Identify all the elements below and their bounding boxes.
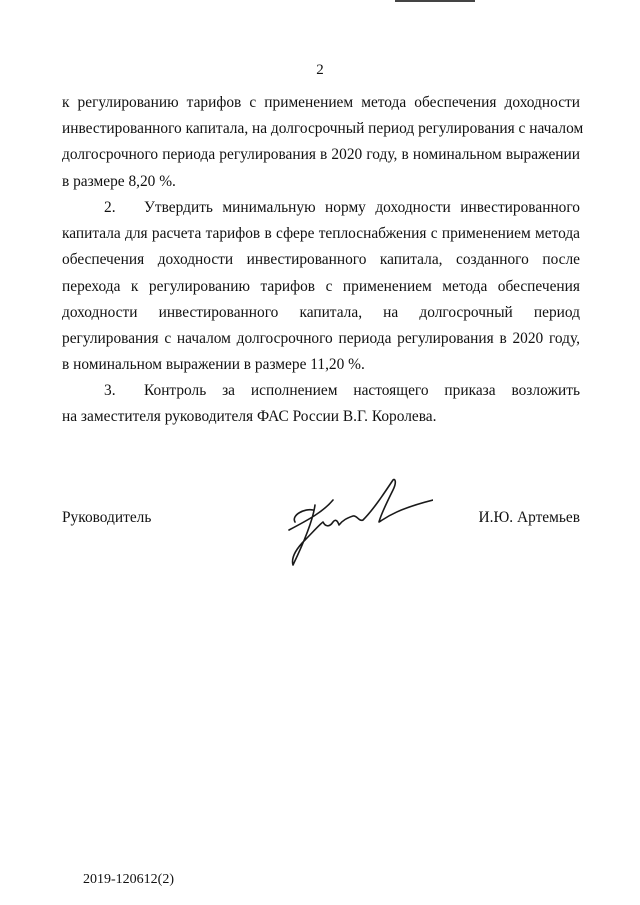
page-number: 2 (316, 62, 324, 78)
paragraph-2-line: регулирования с началом долгосрочного периода регулирования в 2020 году, (62, 330, 580, 348)
paragraph-2 (62, 195, 580, 378)
paragraph-3-line: на заместителя руководителя ФАС России В.Г. Королева. (62, 408, 437, 426)
paragraph-1-line: инвестированного капитала, на долгосрочный период регулирования с началом (62, 120, 584, 138)
paragraph-1 (62, 90, 584, 195)
document-id: 2019-120612(2) (83, 872, 174, 887)
paragraph-3 (62, 378, 580, 430)
paragraph-2-line: Утвердить минимальную норму доходности инвестированного (144, 199, 580, 216)
paragraph-2-line: капитала для расчета тарифов в сфере теплоснабжения с применением метода (62, 225, 580, 243)
paragraph-2-line: обеспечения доходности инвестированного капитала, созданного после (62, 251, 580, 269)
paragraph-1-line: к регулированию тарифов с применением метода обеспечения доходности (62, 94, 580, 111)
paragraph-2-line: перехода к регулированию тарифов с применением метода обеспечения (62, 277, 580, 295)
handwritten-signature (283, 470, 433, 570)
scan-edge-mark (395, 0, 475, 2)
paragraph-3-first-line (62, 378, 580, 404)
paragraph-3-number: 3. (104, 382, 116, 399)
signatory-title: Руководитель (62, 509, 152, 526)
paragraph-2-number: 2. (104, 199, 116, 216)
paragraph-1-line: в размере 8,20 %. (62, 172, 176, 190)
signatory-name: И.Ю. Артемьев (478, 509, 580, 526)
paragraph-2-line: в номинальном выражении в размере 11,20 %. (62, 356, 365, 374)
paragraph-2-first-line (62, 195, 580, 221)
paragraph-2-line: доходности инвестированного капитала, на долгосрочный период (62, 303, 580, 321)
paragraph-1-line: долгосрочного периода регулирования в 2020 году, в номинальном выражении (62, 146, 580, 164)
paragraph-3-line: Контроль за исполнением настоящего приказа возложить (144, 382, 580, 399)
